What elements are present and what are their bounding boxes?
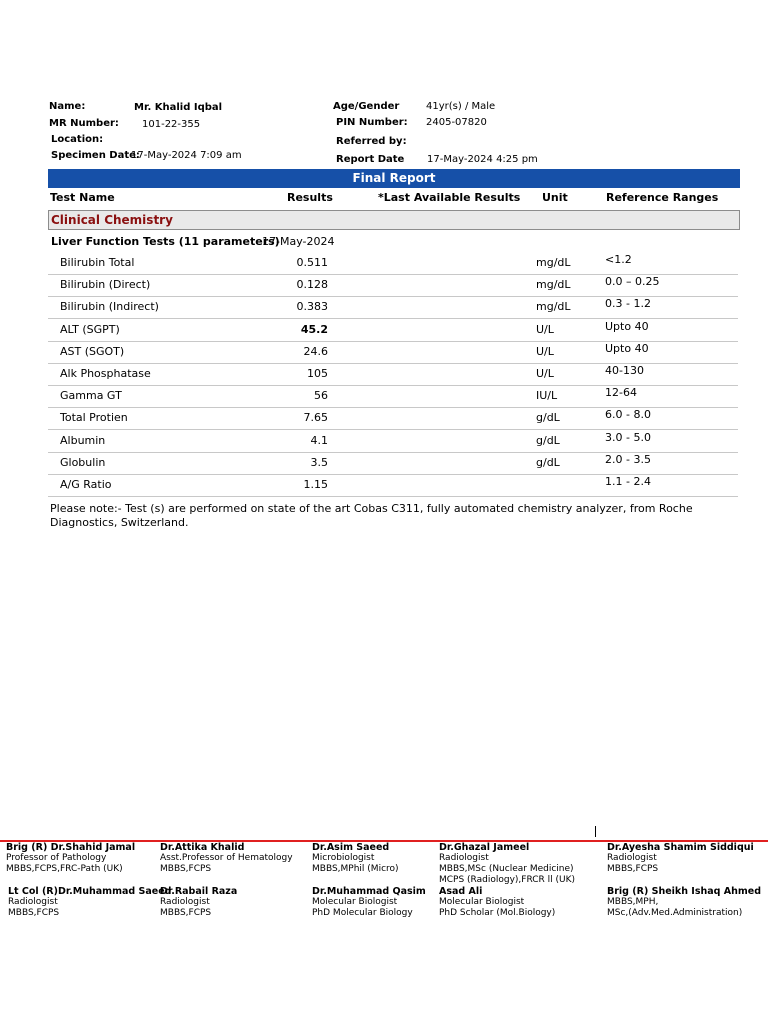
doctor-credential: Radiologist: [439, 853, 489, 863]
test-name: Bilirubin (Indirect): [60, 300, 159, 314]
doctor-name: Dr.Ayesha Shamim Siddiqui: [607, 842, 754, 853]
doctor-name: Dr.Muhammad Qasim: [312, 886, 426, 897]
panel-date: 17-May-2024: [262, 235, 335, 248]
pin-number-value: 2405-07820: [426, 117, 487, 128]
mr-number-label: MR Number:: [49, 118, 119, 129]
test-name: Gamma GT: [60, 389, 122, 403]
test-result: 56: [314, 389, 328, 403]
test-result: 3.5: [310, 455, 328, 469]
doctor-credential: MBBS,FCPS: [160, 908, 212, 918]
doctor-card: [607, 886, 761, 919]
table-row: [48, 474, 738, 497]
test-reference-range: Upto 40: [605, 319, 649, 333]
doctor-name: Lt Col (R)Dr.Muhammad Saeed: [8, 886, 172, 897]
doctor-card: [312, 842, 399, 875]
test-unit: g/dL: [536, 411, 560, 425]
panel-title: Liver Function Tests (11 parameters): [51, 235, 280, 248]
test-reference-range: 0.3 - 1.2: [605, 297, 651, 311]
test-result: 0.383: [296, 300, 328, 314]
doctor-name: Asad Ali: [439, 886, 483, 897]
doctor-card: [8, 886, 171, 919]
doctor-credential: Microbiologist: [312, 853, 375, 863]
test-unit: g/dL: [536, 433, 560, 447]
doctor-credential: PhD Scholar (Mol.Biology): [439, 908, 556, 918]
doctor-credential: MBBS,FCPS: [8, 908, 60, 918]
pin-number-label: PIN Number:: [336, 117, 408, 128]
specimen-date-value: 17-May-2024 7:09 am: [131, 150, 242, 161]
test-unit: IU/L: [536, 389, 558, 403]
doctor-card: [160, 842, 293, 875]
test-result: 0.511: [296, 256, 328, 269]
col-unit: Unit: [542, 191, 568, 204]
test-reference-range: 2.0 - 3.5: [605, 452, 651, 466]
referred-by-label: Referred by:: [336, 136, 407, 147]
test-reference-range: 6.0 - 8.0: [605, 408, 651, 422]
test-unit: g/dL: [536, 455, 560, 469]
table-row: [48, 430, 738, 453]
test-reference-range: Upto 40: [605, 341, 649, 355]
col-reference-ranges: Reference Ranges: [606, 191, 719, 204]
age-gender-value: 41yr(s) / Male: [426, 101, 496, 112]
doctor-credential: Radiologist: [8, 897, 58, 907]
text-cursor: [595, 826, 596, 837]
doctor-card: [439, 842, 575, 886]
doctor-credential: Molecular Biologist: [439, 897, 525, 907]
doctor-credential: Radiologist: [160, 897, 210, 907]
test-result: 24.6: [303, 344, 328, 358]
doctor-name: Brig (R) Dr.Shahid Jamal: [6, 842, 136, 853]
table-row: [48, 452, 738, 475]
doctor-card: [439, 886, 555, 919]
table-row: [48, 319, 738, 342]
section-heading: [48, 210, 740, 230]
doctor-credential: MBBS,MSc (Nuclear Medicine): [439, 864, 574, 874]
doctor-name: Dr.Attika Khalid: [160, 842, 245, 853]
doctor-credential: MBBS,MPH,: [607, 897, 659, 907]
name-label: Name:: [49, 101, 86, 112]
test-name: A/G Ratio: [60, 478, 112, 491]
test-reference-range: 40-130: [605, 364, 644, 377]
test-reference-range: 12-64: [605, 386, 637, 400]
table-row: [48, 296, 738, 319]
table-row: [48, 341, 738, 364]
test-unit: mg/dL: [536, 256, 571, 269]
test-result: 4.1: [310, 433, 328, 447]
patient-name: Mr. Khalid Iqbal: [134, 102, 223, 113]
doctor-credential: Professor of Pathology: [6, 853, 107, 863]
test-name: ALT (SGPT): [60, 322, 120, 336]
test-reference-range: 1.1 - 2.4: [605, 475, 651, 488]
doctor-name: Dr.Rabail Raza: [160, 886, 238, 897]
test-unit: U/L: [536, 344, 554, 358]
final-report-bar: Final Report: [48, 169, 740, 188]
location-label: Location:: [51, 134, 104, 145]
doctor-credential: MBBS,FCPS: [160, 864, 212, 874]
test-name: Bilirubin (Direct): [60, 278, 151, 292]
test-name: Albumin: [60, 433, 106, 447]
test-name: Bilirubin Total: [60, 256, 135, 269]
test-name: Alk Phosphatase: [60, 367, 151, 380]
test-reference-range: 0.0 – 0.25: [605, 275, 660, 289]
table-row: [48, 407, 738, 430]
doctor-credential: Asst.Professor of Hematology: [160, 853, 293, 863]
report-date-label: Report Date: [336, 154, 405, 165]
doctor-name: Dr.Asim Saeed: [312, 842, 390, 853]
table-row: [48, 252, 738, 275]
doctor-credential: Radiologist: [607, 853, 657, 863]
test-unit: mg/dL: [536, 300, 571, 314]
test-name: Globulin: [60, 455, 106, 469]
doctor-card: [312, 886, 426, 919]
test-result: 105: [307, 367, 328, 380]
test-reference-range: 3.0 - 5.0: [605, 430, 651, 444]
report-date-value: 17-May-2024 4:25 pm: [427, 154, 538, 165]
test-name: Total Protien: [60, 411, 128, 425]
test-reference-range: <1.2: [605, 253, 632, 266]
test-result: 0.128: [296, 278, 328, 292]
table-row: [48, 363, 738, 386]
table-row: [48, 385, 738, 408]
col-results: Results: [287, 191, 333, 204]
mr-number-value: 101-22-355: [142, 119, 201, 130]
doctor-name: Brig (R) Sheikh Ishaq Ahmed: [607, 886, 762, 897]
doctor-credential: MBBS,FCPS: [607, 864, 659, 874]
col-test-name: Test Name: [50, 191, 115, 204]
doctor-card: [6, 842, 135, 875]
age-gender-label: Age/Gender: [333, 101, 400, 112]
doctor-credential: MCPS (Radiology),FRCR ll (UK): [439, 875, 576, 885]
section-title: Clinical Chemistry: [51, 213, 173, 227]
test-name: AST (SGOT): [60, 344, 125, 358]
specimen-date-label: Specimen Date:: [51, 150, 140, 161]
test-unit: U/L: [536, 367, 554, 380]
test-result: 7.65: [303, 411, 328, 425]
doctor-card: [160, 886, 237, 919]
test-result: 45.2: [300, 322, 328, 336]
test-unit: U/L: [536, 322, 554, 336]
doctor-credential: MSc,(Adv.Med.Administration): [607, 908, 743, 918]
test-unit: mg/dL: [536, 278, 571, 292]
col-last-results: *Last Available Results: [378, 191, 521, 204]
doctor-credential: MBBS,FCPS,FRC-Path (UK): [6, 864, 123, 874]
test-result: 1.15: [303, 478, 328, 491]
analyzer-note: Please note:- Test (s) are performed on state of the art Cobas C311, fully automated chemistry analyzer, from Roche Diagnostics, Switzerland.: [50, 502, 693, 529]
doctor-credential: Molecular Biologist: [312, 897, 398, 907]
doctor-credential: PhD Molecular Biology: [312, 908, 413, 918]
doctor-name: Dr.Ghazal Jameel: [439, 842, 530, 853]
doctor-credential: MBBS,MPhil (Micro): [312, 864, 399, 874]
doctor-card: [607, 842, 754, 875]
table-row: [48, 274, 738, 297]
